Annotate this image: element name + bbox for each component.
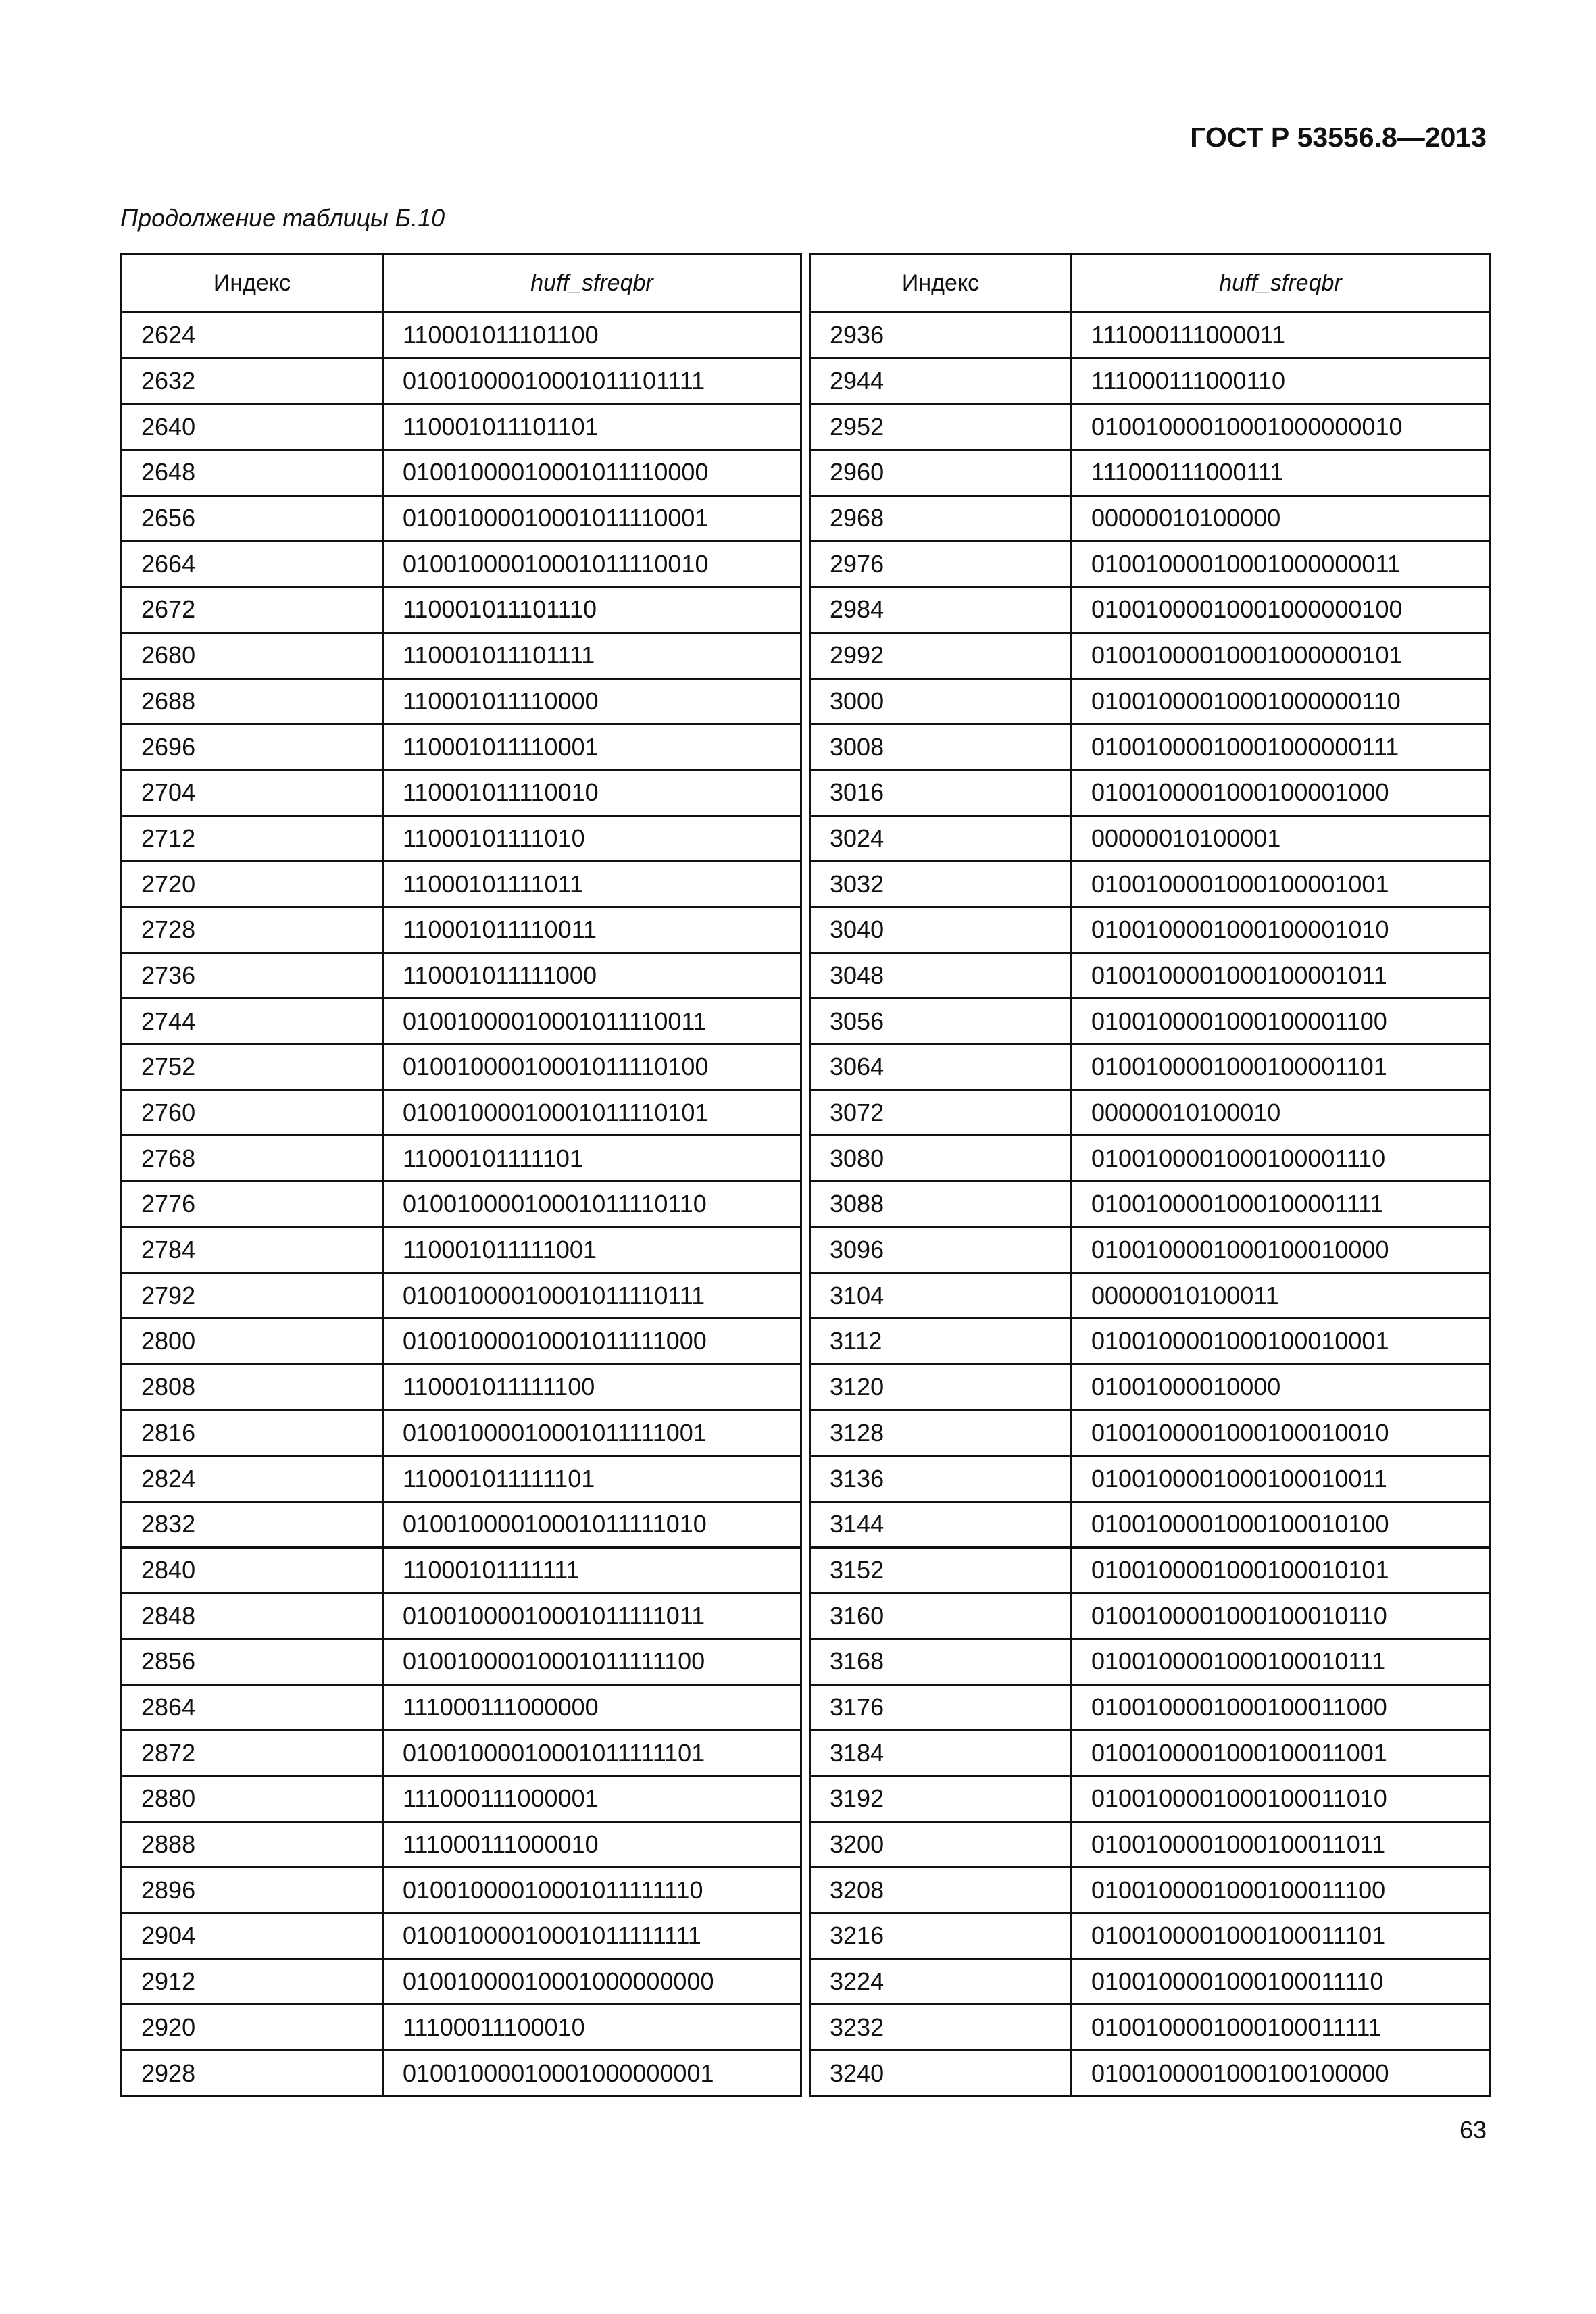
index-cell: 2664 xyxy=(122,541,383,587)
index-cell: 3224 xyxy=(810,1959,1072,2005)
index-cell: 2760 xyxy=(122,1090,383,1136)
index-cell: 2960 xyxy=(810,450,1072,496)
table-row xyxy=(810,313,1490,359)
table-row xyxy=(122,1913,801,1959)
table-row xyxy=(122,1410,801,1456)
index-cell: 2792 xyxy=(122,1273,383,1319)
index-cell: 2672 xyxy=(122,587,383,633)
index-cell: 3000 xyxy=(810,678,1072,724)
code-cell: 01001000010001011110001 xyxy=(383,495,801,541)
table-row xyxy=(810,724,1490,770)
index-cell: 2624 xyxy=(122,313,383,359)
header-code: huff_sfreqbr xyxy=(1072,254,1490,313)
table-right-block xyxy=(809,253,1491,2097)
page-number: 63 xyxy=(1459,2116,1487,2144)
table-row xyxy=(122,1547,801,1593)
code-cell: 110001011111100 xyxy=(383,1364,801,1410)
code-cell: 0100100001000100011000 xyxy=(1072,1684,1490,1730)
code-cell: 01001000010001011110011 xyxy=(383,999,801,1045)
code-cell: 110001011111101 xyxy=(383,1456,801,1502)
table-row xyxy=(810,1227,1490,1273)
code-cell: 0100100001000100010000 xyxy=(1072,1227,1490,1273)
index-cell: 3128 xyxy=(810,1410,1072,1456)
code-cell: 01001000010001011110100 xyxy=(383,1045,801,1090)
table-row xyxy=(122,2005,801,2051)
index-cell: 2696 xyxy=(122,724,383,770)
table-row xyxy=(122,587,801,633)
index-cell: 3120 xyxy=(810,1364,1072,1410)
code-cell: 110001011110000 xyxy=(383,678,801,724)
table-row xyxy=(122,495,801,541)
index-cell: 3016 xyxy=(810,770,1072,815)
index-cell: 3184 xyxy=(810,1730,1072,1776)
index-cell: 3232 xyxy=(810,2005,1072,2051)
index-cell: 2824 xyxy=(122,1456,383,1502)
index-cell: 2976 xyxy=(810,541,1072,587)
index-cell: 3192 xyxy=(810,1776,1072,1822)
table-row xyxy=(122,313,801,359)
table-row xyxy=(810,1684,1490,1730)
table-row xyxy=(122,1227,801,1273)
table-row xyxy=(810,587,1490,633)
code-cell: 0100100001000100011101 xyxy=(1072,1913,1490,1959)
index-cell: 3048 xyxy=(810,953,1072,999)
table-row xyxy=(122,999,801,1045)
table-row xyxy=(122,724,801,770)
index-cell: 2848 xyxy=(122,1593,383,1639)
header-code: huff_sfreqbr xyxy=(383,254,801,313)
code-cell: 111000111000010 xyxy=(383,1821,801,1867)
table-row xyxy=(810,678,1490,724)
table-row xyxy=(122,404,801,450)
code-cell: 110001011111001 xyxy=(383,1227,801,1273)
code-cell: 11100011100010 xyxy=(383,2005,801,2051)
table-row xyxy=(810,953,1490,999)
code-cell: 0100100001000100001101 xyxy=(1072,1045,1490,1090)
code-cell: 00000010100001 xyxy=(1072,815,1490,861)
code-cell: 01001000010001000000100 xyxy=(1072,587,1490,633)
code-cell: 01001000010001000000010 xyxy=(1072,404,1490,450)
index-cell: 2688 xyxy=(122,678,383,724)
index-cell: 2704 xyxy=(122,770,383,815)
table-row xyxy=(810,632,1490,678)
index-cell: 2728 xyxy=(122,907,383,953)
index-cell: 2912 xyxy=(122,1959,383,2005)
table-row xyxy=(810,1959,1490,2005)
code-cell: 111000111000000 xyxy=(383,1684,801,1730)
code-cell: 00000010100000 xyxy=(1072,495,1490,541)
table-row xyxy=(122,1867,801,1913)
code-cell: 0100100001000100011110 xyxy=(1072,1959,1490,2005)
table-row xyxy=(810,1182,1490,1228)
index-cell: 2968 xyxy=(810,495,1072,541)
index-cell: 2632 xyxy=(122,358,383,404)
table-row xyxy=(122,770,801,815)
table-row xyxy=(122,815,801,861)
table-row xyxy=(810,1638,1490,1684)
table-row xyxy=(810,1593,1490,1639)
table-row xyxy=(122,1501,801,1547)
code-cell: 0100100001000100011011 xyxy=(1072,1821,1490,1867)
index-cell: 2680 xyxy=(122,632,383,678)
table-row xyxy=(122,1319,801,1365)
code-cell: 01001000010001000000011 xyxy=(1072,541,1490,587)
code-cell: 01001000010001011111110 xyxy=(383,1867,801,1913)
index-cell: 3056 xyxy=(810,999,1072,1045)
index-cell: 2880 xyxy=(122,1776,383,1822)
index-cell: 3216 xyxy=(810,1913,1072,1959)
code-cell: 0100100001000100011100 xyxy=(1072,1867,1490,1913)
standard-header: ГОСТ Р 53556.8—2013 xyxy=(1190,122,1487,153)
code-cell: 00000010100011 xyxy=(1072,1273,1490,1319)
code-cell: 01001000010001011110010 xyxy=(383,541,801,587)
index-cell: 2928 xyxy=(122,2051,383,2096)
index-cell: 2856 xyxy=(122,1638,383,1684)
code-cell: 0100100001000100001110 xyxy=(1072,1136,1490,1182)
index-cell: 2936 xyxy=(810,313,1072,359)
table-row xyxy=(810,450,1490,496)
table-row xyxy=(810,1273,1490,1319)
table-row xyxy=(122,1136,801,1182)
index-cell: 3144 xyxy=(810,1501,1072,1547)
table-row xyxy=(810,999,1490,1045)
table-row xyxy=(810,1913,1490,1959)
code-cell: 01001000010001000000110 xyxy=(1072,678,1490,724)
table-row xyxy=(122,861,801,907)
table-row xyxy=(122,953,801,999)
code-cell: 110001011101101 xyxy=(383,404,801,450)
code-cell: 01001000010001011110111 xyxy=(383,1273,801,1319)
table-header-row xyxy=(810,254,1490,313)
code-cell: 111000111000011 xyxy=(1072,313,1490,359)
table-caption: Продолжение таблицы Б.10 xyxy=(120,204,445,232)
header-index: Индекс xyxy=(810,254,1072,313)
index-cell: 3200 xyxy=(810,1821,1072,1867)
code-cell: 0100100001000100001001 xyxy=(1072,861,1490,907)
index-cell: 2896 xyxy=(122,1867,383,1913)
index-cell: 3104 xyxy=(810,1273,1072,1319)
code-cell: 110001011110010 xyxy=(383,770,801,815)
table-row xyxy=(810,1730,1490,1776)
table-row xyxy=(810,1364,1490,1410)
table-row xyxy=(810,1456,1490,1502)
table-row xyxy=(122,1730,801,1776)
code-cell: 01001000010001011111111 xyxy=(383,1913,801,1959)
code-cell: 0100100001000100010110 xyxy=(1072,1593,1490,1639)
index-cell: 2840 xyxy=(122,1547,383,1593)
table-row xyxy=(810,1547,1490,1593)
table-row xyxy=(122,1364,801,1410)
table-row xyxy=(810,815,1490,861)
code-cell: 01001000010001000000001 xyxy=(383,2051,801,2096)
code-cell: 0100100001000100001100 xyxy=(1072,999,1490,1045)
code-cell: 111000111000110 xyxy=(1072,358,1490,404)
table-row xyxy=(810,404,1490,450)
index-cell: 2736 xyxy=(122,953,383,999)
index-cell: 2768 xyxy=(122,1136,383,1182)
table-row xyxy=(122,1456,801,1502)
code-cell: 01001000010001000000000 xyxy=(383,1959,801,2005)
code-cell: 01001000010001011111011 xyxy=(383,1593,801,1639)
table-row xyxy=(810,541,1490,587)
code-cell: 01001000010001000000111 xyxy=(1072,724,1490,770)
table-row xyxy=(810,358,1490,404)
code-cell: 0100100001000100010100 xyxy=(1072,1501,1490,1547)
header-index: Индекс xyxy=(122,254,383,313)
index-cell: 2648 xyxy=(122,450,383,496)
table-row xyxy=(122,1273,801,1319)
table-row xyxy=(122,632,801,678)
code-cell: 0100100001000100010111 xyxy=(1072,1638,1490,1684)
code-cell: 0100100001000100100000 xyxy=(1072,2051,1490,2096)
code-cell: 110001011101111 xyxy=(383,632,801,678)
code-cell: 01001000010001011111000 xyxy=(383,1319,801,1365)
code-cell: 111000111000111 xyxy=(1072,450,1490,496)
table-row xyxy=(122,1090,801,1136)
index-cell: 2944 xyxy=(810,358,1072,404)
index-cell: 2872 xyxy=(122,1730,383,1776)
table-row xyxy=(810,1776,1490,1822)
index-cell: 3024 xyxy=(810,815,1072,861)
table-row xyxy=(122,1638,801,1684)
code-cell: 01001000010001011110000 xyxy=(383,450,801,496)
table-row xyxy=(122,1776,801,1822)
index-cell: 3088 xyxy=(810,1182,1072,1228)
code-cell: 01001000010001011110110 xyxy=(383,1182,801,1228)
index-cell: 2656 xyxy=(122,495,383,541)
table-row xyxy=(810,1867,1490,1913)
table-left-block xyxy=(120,253,802,2097)
index-cell: 3112 xyxy=(810,1319,1072,1365)
code-cell: 11000101111101 xyxy=(383,1136,801,1182)
index-cell: 3168 xyxy=(810,1638,1072,1684)
code-cell: 110001011110001 xyxy=(383,724,801,770)
code-cell: 0100100001000100001111 xyxy=(1072,1182,1490,1228)
index-cell: 3072 xyxy=(810,1090,1072,1136)
index-cell: 3176 xyxy=(810,1684,1072,1730)
table-row xyxy=(810,1045,1490,1090)
table-row xyxy=(122,450,801,496)
table-row xyxy=(810,1410,1490,1456)
index-cell: 3008 xyxy=(810,724,1072,770)
index-cell: 2744 xyxy=(122,999,383,1045)
table-row xyxy=(810,1136,1490,1182)
table-row xyxy=(810,2005,1490,2051)
table-row xyxy=(122,678,801,724)
table-row xyxy=(122,1045,801,1090)
table-row xyxy=(122,907,801,953)
index-cell: 2808 xyxy=(122,1364,383,1410)
table-row xyxy=(122,1959,801,2005)
index-cell: 2752 xyxy=(122,1045,383,1090)
index-cell: 3208 xyxy=(810,1867,1072,1913)
code-cell: 0100100001000100001011 xyxy=(1072,953,1490,999)
index-cell: 2984 xyxy=(810,587,1072,633)
code-cell: 0100100001000100001010 xyxy=(1072,907,1490,953)
table-row xyxy=(122,2051,801,2096)
code-cell: 0100100001000100001000 xyxy=(1072,770,1490,815)
table-row xyxy=(810,1821,1490,1867)
index-cell: 2816 xyxy=(122,1410,383,1456)
index-cell: 3032 xyxy=(810,861,1072,907)
table-row xyxy=(810,907,1490,953)
table-row xyxy=(810,861,1490,907)
code-cell: 01001000010001011111101 xyxy=(383,1730,801,1776)
index-cell: 3160 xyxy=(810,1593,1072,1639)
index-cell: 2640 xyxy=(122,404,383,450)
table-row xyxy=(810,1501,1490,1547)
index-cell: 3152 xyxy=(810,1547,1072,1593)
index-cell: 3040 xyxy=(810,907,1072,953)
index-cell: 2888 xyxy=(122,1821,383,1867)
code-cell: 0100100001000100011001 xyxy=(1072,1730,1490,1776)
huffman-table xyxy=(120,253,1487,2097)
index-cell: 3080 xyxy=(810,1136,1072,1182)
code-cell: 0100100001000100010101 xyxy=(1072,1547,1490,1593)
table-row xyxy=(122,1684,801,1730)
table-row xyxy=(122,1593,801,1639)
code-cell: 0100100001000100010010 xyxy=(1072,1410,1490,1456)
index-cell: 2720 xyxy=(122,861,383,907)
code-cell: 01001000010001011111001 xyxy=(383,1410,801,1456)
index-cell: 3064 xyxy=(810,1045,1072,1090)
table-row xyxy=(810,1090,1490,1136)
code-cell: 11000101111010 xyxy=(383,815,801,861)
index-cell: 2800 xyxy=(122,1319,383,1365)
code-cell: 01001000010001011111100 xyxy=(383,1638,801,1684)
code-cell: 0100100001000100011010 xyxy=(1072,1776,1490,1822)
index-cell: 3240 xyxy=(810,2051,1072,2096)
code-cell: 01001000010001000000101 xyxy=(1072,632,1490,678)
code-cell: 01001000010000 xyxy=(1072,1364,1490,1410)
code-cell: 110001011110011 xyxy=(383,907,801,953)
code-cell: 11000101111111 xyxy=(383,1547,801,1593)
code-cell: 110001011101100 xyxy=(383,313,801,359)
index-cell: 2952 xyxy=(810,404,1072,450)
index-cell: 3136 xyxy=(810,1456,1072,1502)
index-cell: 2832 xyxy=(122,1501,383,1547)
code-cell: 0100100001000100010011 xyxy=(1072,1456,1490,1502)
code-cell: 110001011101110 xyxy=(383,587,801,633)
index-cell: 2904 xyxy=(122,1913,383,1959)
index-cell: 2920 xyxy=(122,2005,383,2051)
code-cell: 110001011111000 xyxy=(383,953,801,999)
table-row xyxy=(122,358,801,404)
index-cell: 2864 xyxy=(122,1684,383,1730)
table-row xyxy=(122,541,801,587)
table-row xyxy=(122,1821,801,1867)
index-cell: 2784 xyxy=(122,1227,383,1273)
index-cell: 2776 xyxy=(122,1182,383,1228)
index-cell: 3096 xyxy=(810,1227,1072,1273)
code-cell: 01001000010001011101111 xyxy=(383,358,801,404)
table-header-row xyxy=(122,254,801,313)
code-cell: 01001000010001011111010 xyxy=(383,1501,801,1547)
table-right-body xyxy=(810,313,1490,2096)
code-cell: 00000010100010 xyxy=(1072,1090,1490,1136)
index-cell: 2712 xyxy=(122,815,383,861)
table-row xyxy=(810,2051,1490,2096)
index-cell: 2992 xyxy=(810,632,1072,678)
table-row xyxy=(810,1319,1490,1365)
table-left-body xyxy=(122,313,801,2096)
table-row xyxy=(122,1182,801,1228)
code-cell: 0100100001000100011111 xyxy=(1072,2005,1490,2051)
code-cell: 111000111000001 xyxy=(383,1776,801,1822)
table-row xyxy=(810,770,1490,815)
code-cell: 11000101111011 xyxy=(383,861,801,907)
code-cell: 01001000010001011110101 xyxy=(383,1090,801,1136)
table-row xyxy=(810,495,1490,541)
code-cell: 0100100001000100010001 xyxy=(1072,1319,1490,1365)
